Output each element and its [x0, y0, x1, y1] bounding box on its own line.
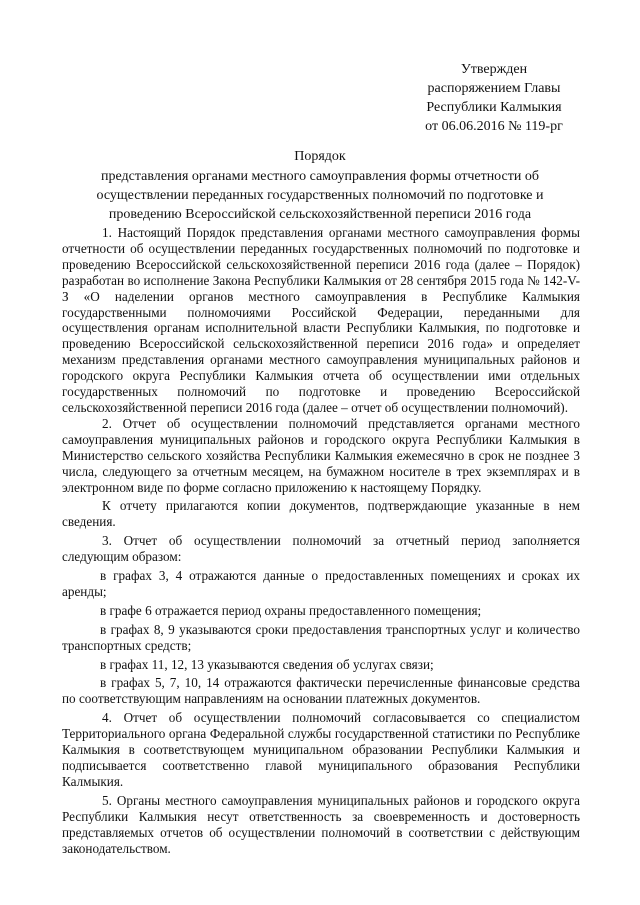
- approval-stamp: [394, 60, 594, 136]
- document-body: [62, 225, 580, 856]
- paragraph-3-item-4: в графах 11, 12, 13 указываются сведения об услугах связи;: [100, 656, 434, 672]
- approval-line-date: от 06.06.2016 № 119-рг: [425, 119, 563, 134]
- paragraph-3-item-2: в графе 6 отражается период охраны предоставленного помещения;: [100, 602, 482, 618]
- approval-line-approved: Утвержден: [460, 62, 528, 77]
- approval-line-republic: Республики Калмыкия: [426, 100, 562, 115]
- paragraph-4: 4. Отчет об осуществлении полномочий согласовывается со специалистом Территориального органа Федеральной службы государственной статистики по Республике Калмыкия в соответствующем муниципальном образовании Республики Калмыкия и подписывается соответственно главой муниципального образования Республики Калмыкия.: [62, 710, 580, 789]
- approval-line-order: распоряжением Главы: [427, 81, 561, 96]
- document-title: [60, 147, 580, 224]
- paragraph-3: 3. Отчет об осуществлении полномочий за отчетный период заполняется следующим образом:: [62, 533, 580, 565]
- title-main: Порядок: [294, 149, 346, 164]
- paragraph-1: 1. Настоящий Порядок представления органами местного самоуправления формы отчетности об осуществлении переданных государственных полномочий по подготовке и проведению Всероссийской сельскохозяйственной переписи 2016 года (далее – Порядок) разработан во исполнение Закона Республики Калмыкия от 28 сентября 2015 года № 142-V-З «О наделении органов местного самоуправления в Республике Калмыкия государственными полномочиями Российской Федерации, переданными для осуществления органам исполнительной власти Республики Калмыкия, по подготовке и проведению Всероссийской сельскохозяйственной переписи 2016 года» и определяет механизм представления органами местного самоуправления муниципальных районов и городского округа Республики Калмыкия отчета об осуществлении ими отдельных государственных полномочий по подготовке и проведению Всероссийской сельскохозяйственной переписи 2016 года (далее – отчет об осуществлении полномочий).: [62, 225, 580, 415]
- title-line-2: осуществлении переданных государственных полномочий по подготовке и: [96, 188, 544, 203]
- title-line-3: проведению Всероссийской сельскохозяйственной переписи 2016 года: [108, 207, 532, 222]
- paragraph-3-item-1: в графах 3, 4 отражаются данные о предоставленных помещениях и сроках их аренды;: [62, 568, 580, 599]
- title-line-1: представления органами местного самоуправления формы отчетности об: [101, 169, 539, 184]
- paragraph-2-attachments: К отчету прилагаются копии документов, подтверждающие указанные в нем сведения.: [62, 498, 580, 530]
- paragraph-3-item-5: в графах 5, 7, 10, 14 отражаются фактически перечисленные финансовые средства по соответствующим направлениям на основании платежных документов.: [62, 675, 580, 707]
- paragraph-3-item-3: в графах 8, 9 указываются сроки предоставления транспортных услуг и количество транспортных средств;: [62, 621, 580, 653]
- paragraph-5: 5. Органы местного самоуправления муниципальных районов и городского округа Республики Калмыкия несут ответственность за своевременность и достоверность представляемых отчетов об осуществлении полномочий в соответствии с действующим законодательством.: [62, 792, 580, 856]
- paragraph-2: 2. Отчет об осуществлении полномочий представляется органами местного самоуправления муниципальных районов и городского округа Республики Калмыкия в Министерство сельского хозяйства Республики Калмыкия ежемесячно в срок не позднее 3 числа, следующего за отчетным месяцем, на бумажном носителе в трех экземплярах и в электронном виде по форме согласно приложению к настоящему Порядку.: [62, 415, 580, 495]
